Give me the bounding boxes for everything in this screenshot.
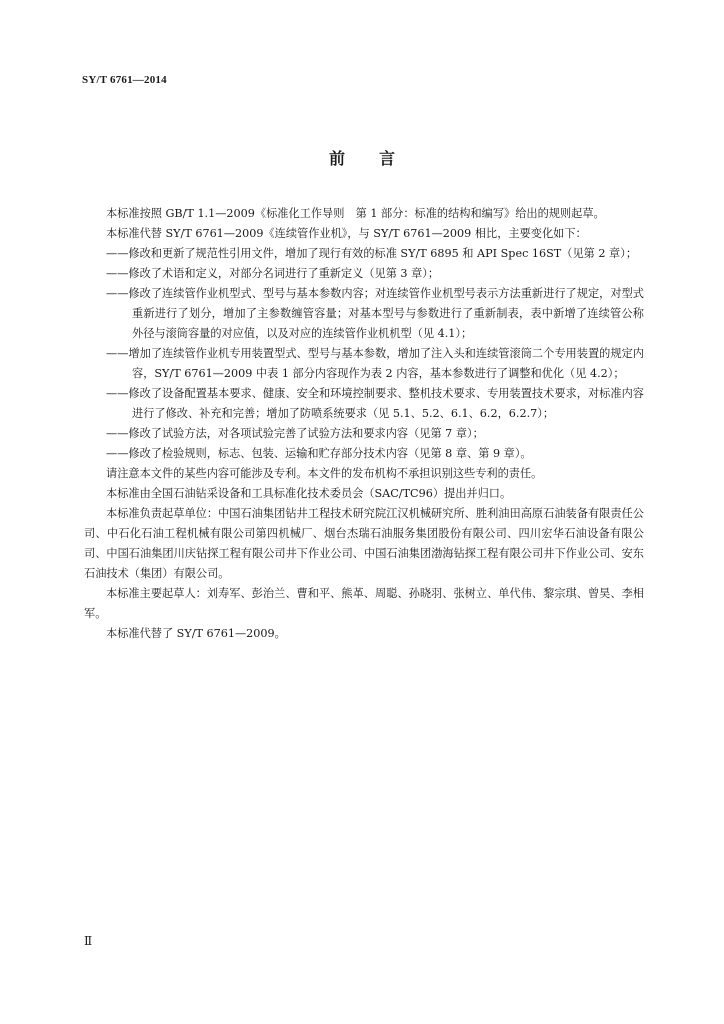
change-item-types-models: ——修改了连续管作业机型式、型号与基本参数内容；对连续管作业机型号表示方法重新进行了规定，对型式重新进行了划分，增加了主参数缠管容量；对基本型号与参数进行了重新制表，表中新增了连续管公称外径与滚筒容量的对应值，以及对应的连续管作业机机型（见 4.1）；: [106, 287, 644, 340]
standard-code-header: SY/T 6761—2014: [82, 74, 167, 86]
paragraph-drafters: 本标准主要起草人：刘寿军、彭治兰、曹和平、熊革、周聪、孙晓羽、张树立、单代伟、黎宗琪、曾昊、李相军。: [84, 587, 644, 620]
change-item-inspection-rules: ——修改了检验规则，标志、包装、运输和贮存部分技术内容（见第 8 章、第 9 章）。: [106, 447, 532, 460]
paragraph-replacement-history: 本标准代替了 SY/T 6761—2009。: [106, 627, 286, 640]
paragraph-proposer: 本标准由全国石油钻采设备和工具标准化技术委员会（SAC/TC96）提出并归口。: [106, 487, 512, 500]
change-item-test-methods: ——修改了试验方法，对各项试验完善了试验方法和要求内容（见第 7 章）；: [106, 427, 484, 440]
change-item-terms: ——修改了术语和定义，对部分名词进行了重新定义（见第 3 章）；: [106, 267, 440, 280]
paragraph-replaces-standard: 本标准代替 SY/T 6761—2009《连续管作业机》，与 SY/T 6761—2009 相比，主要变化如下：: [106, 227, 587, 240]
document-body: [84, 204, 644, 644]
paragraph-patent-notice: 请注意本文件的某些内容可能涉及专利。本文件的发布机构不承担识别这些专利的责任。: [106, 467, 543, 480]
paragraph-drafting-rules: 本标准按照 GB/T 1.1—2009《标准化工作导则 第 1 部分：标准的结构和编写》给出的规则起草。: [106, 207, 605, 220]
page-number: Ⅱ: [84, 934, 93, 948]
page-title: 前言: [328, 149, 429, 168]
change-item-normative-references: ——修改和更新了规范性引用文件，增加了现行有效的标准 SY/T 6895 和 API Spec 16ST（见第 2 章）；: [106, 247, 638, 260]
change-item-special-devices: ——增加了连续管作业机专用装置型式、型号与基本参数，增加了注入头和连续管滚筒二个专用装置的规定内容，SY/T 6761—2009 中表 1 部分内容现作为表 2 内容，基本参数进行了调整和优化（见 4.2）；: [106, 347, 644, 380]
change-item-requirements: ——修改了设备配置基本要求、健康、安全和环境控制要求、整机技术要求、专用装置技术要求，对标准内容进行了修改、补充和完善；增加了防喷系统要求（见 5.1、5.2、6.1、6.2，6.2.7）；: [106, 387, 644, 420]
paragraph-drafting-units: 本标准负责起草单位：中国石油集团钻井工程技术研究院江汉机械研究所、胜利油田高原石油装备有限责任公司、中石化石油工程机械有限公司第四机械厂、烟台杰瑞石油服务集团股份有限公司、四川宏华石油设备有限公司、中国石油集团川庆钻探工程有限公司井下作业公司、中国石油集团渤海钻探工程有限公司井下作业公司、安东石油技术（集团）有限公司。: [84, 507, 644, 580]
